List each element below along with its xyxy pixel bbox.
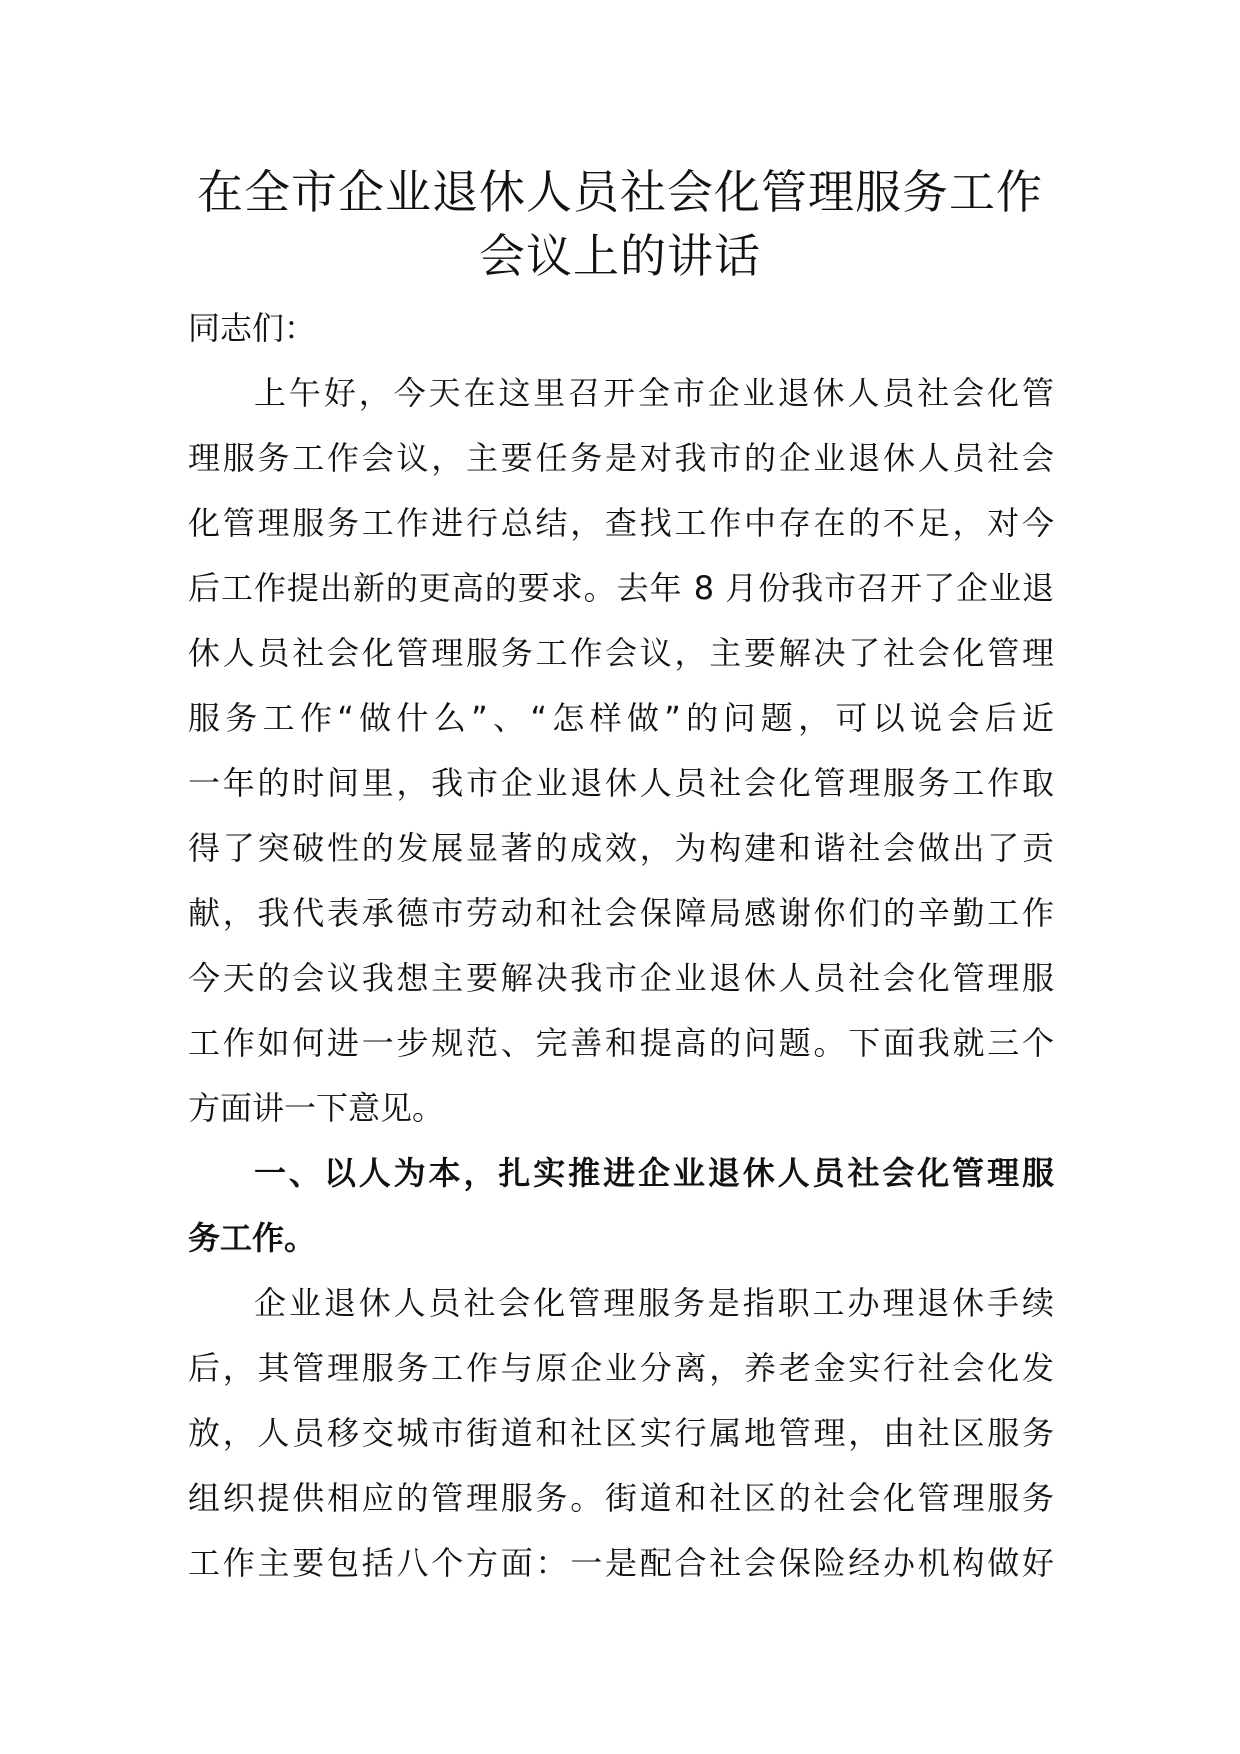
paragraph-2-line: 后，其管理服务工作与原企业分离，养老金实行社会化发	[188, 1349, 1054, 1387]
paragraph-1-line: 今天的会议我想主要解决我市企业退休人员社会化管理服	[188, 959, 1054, 997]
paragraph-1-line: 得了突破性的发展显著的成效，为构建和谐社会做出了贡	[188, 829, 1054, 867]
paragraph-2-line: 工作主要包括八个方面：一是配合社会保险经办机构做好	[188, 1544, 1054, 1582]
document-title	[150, 160, 1090, 288]
paragraph-1-line: 上午好，今天在这里召开全市企业退休人员社会化管	[254, 374, 1054, 412]
title-line-1: 在全市企业退休人员社会化管理服务工作	[197, 165, 1043, 219]
paragraph-1-line: 方面讲一下意见。	[188, 1089, 445, 1127]
section-heading-line: 务工作。	[188, 1219, 317, 1257]
paragraph-1-line: 化管理服务工作进行总结，查找工作中存在的不足，对今	[188, 504, 1054, 542]
paragraph-1-line: 理服务工作会议，主要任务是对我市的企业退休人员社会	[188, 439, 1054, 477]
salutation: 同志们：	[188, 309, 317, 347]
paragraph-1-line: 献，我代表承德市劳动和社会保障局感谢你们的辛勤工作	[188, 894, 1054, 932]
paragraph-1-line: 工作如何进一步规范、完善和提高的问题。下面我就三个	[188, 1024, 1054, 1062]
paragraph-1-line: 服务工作“做什么”、“怎样做”的问题，可以说会后近	[188, 699, 1054, 737]
paragraph-2-line: 企业退休人员社会化管理服务是指职工办理退休手续	[254, 1284, 1054, 1322]
paragraph-1-line: 休人员社会化管理服务工作会议，主要解决了社会化管理	[188, 634, 1054, 672]
section-heading-line: 一、以人为本，扎实推进企业退休人员社会化管理服	[254, 1154, 1054, 1192]
paragraph-2-line: 组织提供相应的管理服务。街道和社区的社会化管理服务	[188, 1479, 1054, 1517]
title-line-2: 会议上的讲话	[479, 229, 761, 283]
paragraph-1-line: 一年的时间里，我市企业退休人员社会化管理服务工作取	[188, 764, 1054, 802]
paragraph-1-line: 后工作提出新的更高的要求。去年 8 月份我市召开了企业退	[188, 569, 1054, 607]
document-body	[188, 296, 1054, 1596]
paragraph-2-line: 放，人员移交城市街道和社区实行属地管理，由社区服务	[188, 1414, 1054, 1452]
